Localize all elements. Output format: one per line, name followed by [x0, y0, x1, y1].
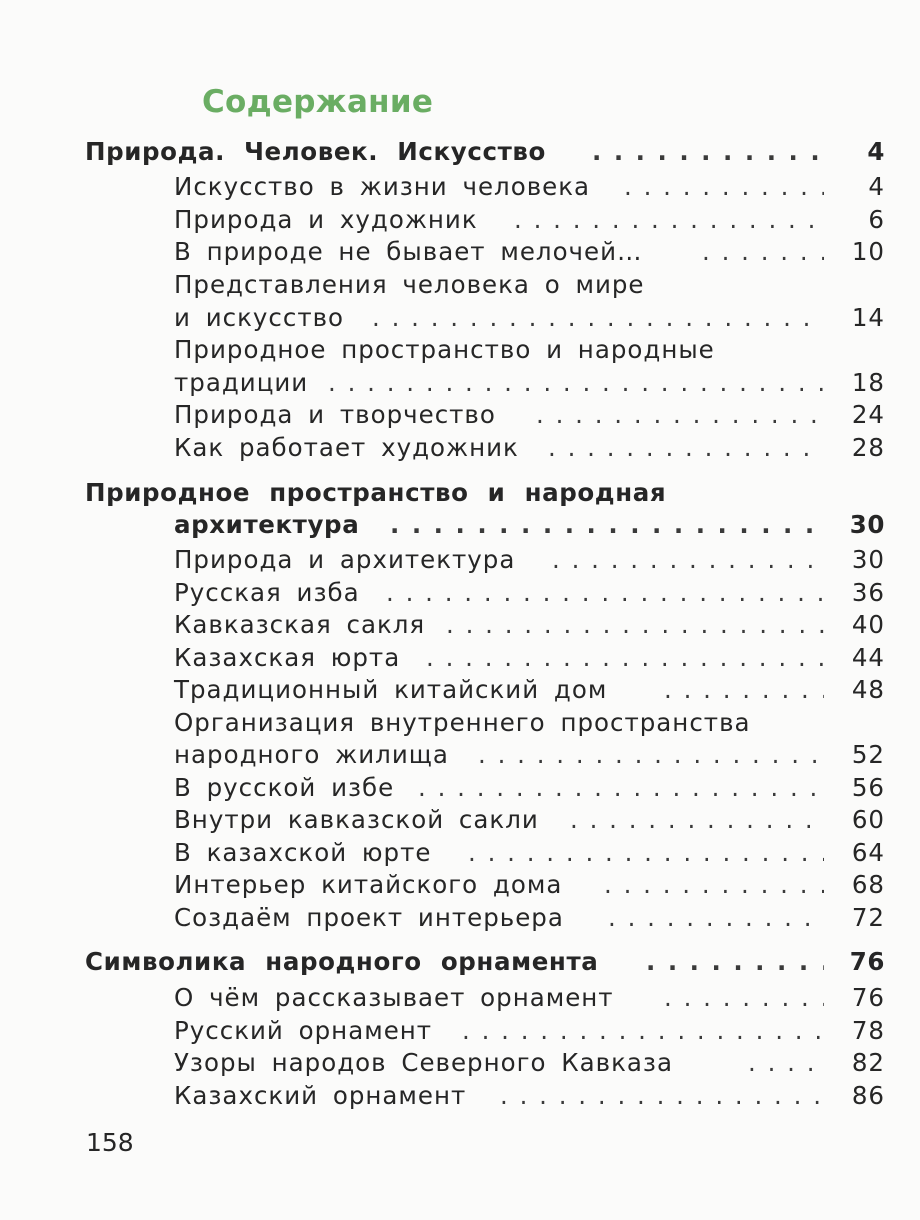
- toc-item[interactable]: Традиционный китайский дом . . . 48: [0, 673, 920, 707]
- toc-item[interactable]: Русская изба . . . 36: [0, 576, 920, 610]
- leader-dots: [570, 803, 824, 837]
- toc-item[interactable]: и искусство . . . 14: [0, 301, 920, 335]
- section-title: Природа. Человек. Искусство: [85, 137, 546, 166]
- toc-item[interactable]: Природа и художник . . . 6: [0, 203, 920, 237]
- leader-dots: [500, 1079, 824, 1113]
- toc-item[interactable]: В природе не бывает мелочей… . . . 10: [0, 235, 920, 269]
- leader-dots: [328, 366, 824, 400]
- section-title: архитектура: [174, 510, 360, 539]
- toc-item-line1[interactable]: Природное пространство и народные: [174, 335, 715, 364]
- toc-section-2[interactable]: [0, 508, 920, 542]
- toc-item[interactable]: Искусство в жизни человека . . . 4: [0, 170, 920, 204]
- leader-dots: [552, 543, 824, 577]
- leader-dots: [592, 135, 824, 169]
- leader-dots: [608, 901, 824, 935]
- toc-item[interactable]: Природа и творчество . . . 24: [0, 398, 920, 432]
- toc-item[interactable]: Узоры народов Северного Кавказа . . . 82: [0, 1046, 920, 1080]
- leader-dots: [548, 431, 824, 465]
- toc-section-2-line1[interactable]: [0, 476, 920, 510]
- leader-dots: [418, 771, 824, 805]
- toc-item[interactable]: Внутри кавказской сакли . . . 60: [0, 803, 920, 837]
- toc-section-3[interactable]: [0, 945, 920, 979]
- toc-item[interactable]: Казахская юрта . . . 44: [0, 641, 920, 675]
- toc-item[interactable]: Интерьер китайского дома . . . 68: [0, 868, 920, 902]
- leader-dots: [386, 576, 824, 610]
- toc-item[interactable]: народного жилища . . . 52: [0, 738, 920, 772]
- page-number: 158: [86, 1128, 134, 1157]
- toc-item[interactable]: Создаём проект интерьера . . . 72: [0, 901, 920, 935]
- leader-dots: [604, 868, 824, 902]
- toc-item[interactable]: О чём рассказывает орнамент . . . 76: [0, 981, 920, 1015]
- leader-dots: [446, 608, 824, 642]
- toc-item-line1[interactable]: Организация внутреннего пространства: [174, 708, 751, 737]
- leader-dots: [462, 1014, 824, 1048]
- leader-dots: [426, 641, 824, 675]
- toc-item[interactable]: В казахской юрте . . . 64: [0, 836, 920, 870]
- section-title: Природное пространство и народная: [85, 478, 667, 507]
- toc-item[interactable]: традиции . . . 18: [0, 366, 920, 400]
- toc-item[interactable]: Русский орнамент . . . 78: [0, 1014, 920, 1048]
- leader-dots: [514, 203, 824, 237]
- toc-item-line1[interactable]: Представления человека о мире: [174, 270, 645, 299]
- page-ref: 30: [849, 510, 885, 539]
- toc-item[interactable]: Казахский орнамент . . . 86: [0, 1079, 920, 1113]
- leader-dots: [664, 673, 824, 707]
- toc-item[interactable]: Природа и архитектура . . . 30: [0, 543, 920, 577]
- leader-dots: [624, 170, 824, 204]
- leader-dots: [748, 1046, 824, 1080]
- leader-dots: [664, 981, 824, 1015]
- leader-dots: [478, 738, 824, 772]
- page-title: Содержание: [202, 84, 434, 120]
- toc-section-1[interactable]: [0, 135, 920, 169]
- toc-item[interactable]: Как работает художник . . . 28: [0, 431, 920, 465]
- leader-dots: [372, 301, 824, 335]
- page-ref: 4: [867, 137, 885, 166]
- toc-item[interactable]: Кавказская сакля . . . 40: [0, 608, 920, 642]
- page-ref: 76: [849, 947, 885, 976]
- leader-dots: [390, 508, 824, 542]
- leader-dots: [468, 836, 824, 870]
- section-title: Символика народного орнамента: [85, 947, 599, 976]
- leader-dots: [702, 235, 824, 269]
- toc-item[interactable]: В русской избе . . . 56: [0, 771, 920, 805]
- leader-dots: [646, 945, 824, 979]
- leader-dots: [536, 398, 824, 432]
